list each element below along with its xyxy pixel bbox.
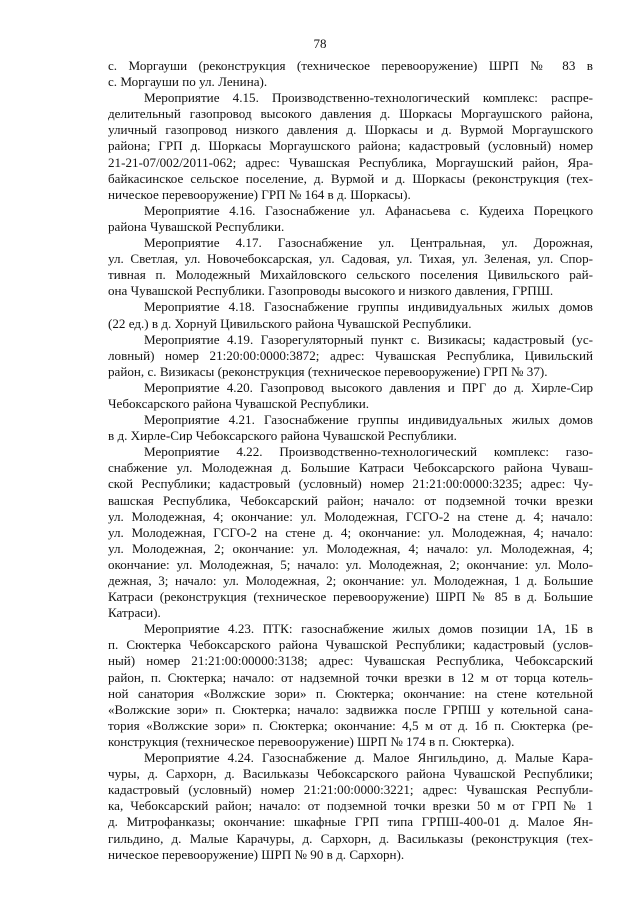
paragraph [108, 90, 593, 203]
text-line: Мероприятие 4.18. Газоснабжение группы индивидуальных жилых домов [144, 299, 593, 315]
paragraph [108, 58, 593, 90]
text-line: с. Моргауши по ул. Ленина). [108, 74, 268, 90]
text-line: д. Митрофанказы; окончание: шкафные ГРП типа ГРПШ-400-01 д. Малое Ян- [108, 814, 593, 830]
text-line: дежная, 3; начало: ул. Молодежная, 2; окончание: ул. Молодежная, 1 д. Большие [108, 573, 593, 588]
text-line: байкасинское сельское поселение, д. Вурмой и д. Шоркасы (реконструкция (тех- [108, 170, 593, 186]
text-line: Катраси). [108, 605, 161, 621]
text-line: Чебоксарского района Чувашской Республики. [108, 395, 370, 411]
text-line: Катраси (реконструкция (техническое перевооружение) ШРП № 85 в д. Большие [108, 589, 593, 605]
text-line: (22 ед.) в д. Хорнуй Цивильского района Чувашской Республики. [108, 315, 472, 331]
text-line: Мероприятие 4.19. Газорегуляторный пункт с. Визикасы; кадастровый (ус- [144, 331, 593, 347]
paragraph [108, 750, 593, 863]
paragraph [108, 444, 593, 621]
paragraph [108, 203, 593, 235]
text-line: Мероприятие 4.23. ПТК: газоснабжение жилых домов позиции 1А, 1Б в [144, 621, 593, 637]
text-line: окончание: ул. Молодежная, 5; начало: ул. Молодежная, 2; окончание: ул. Моло- [108, 556, 593, 572]
text-line: вашская Республика, Чебоксарский район; начало: от подземной точки врезки [108, 492, 593, 508]
text-line: ул. Молодежная, 2; окончание: ул. Молодежная, 4; начало: ул. Молодежная, 4; [108, 540, 593, 556]
page-number: 78 [313, 36, 327, 51]
text-line: ул. Молодежная, ГСГО-2 на стене д. 4; окончание: ул. Молодежная, 4; начало: [108, 524, 593, 540]
text-line: Мероприятие 4.15. Производственно-технологический комплекс: распре- [144, 90, 593, 106]
text-line: с. Моргауши (реконструкция (техническое перевооружение) ШРП № 83 в [108, 58, 593, 73]
text-line: ническое перевооружение) ГРП № 164 в д. Шоркасы). [108, 186, 411, 202]
text-line: района Чувашской Республики. [108, 218, 285, 234]
text-line: уличный газопровод низкого давления д. Шоркасы и д. Вурмой Моргаушского [108, 122, 593, 138]
paragraph [108, 621, 593, 750]
text-line: Мероприятие 4.16. Газоснабжение ул. Афанасьева с. Кудеиха Порецкого [144, 202, 593, 218]
text-line: Мероприятие 4.17. Газоснабжение ул. Центральная, ул. Дорожная, [144, 235, 593, 251]
text-line: кадастровый (условный) номер 21:21:00:0000:3221; адрес: Чувашская Республи- [108, 782, 593, 798]
text-line: конструкция (техническое перевооружение) ШРП № 174 в п. Сюктерка). [108, 733, 515, 749]
text-line: района; ГРП д. Шоркасы Моргаушского района; кадастровый (условный) номер [108, 138, 593, 154]
text-line: гильдино, д. Малые Карачуры, д. Сархорн, д. Васильказы (реконструкция (тех- [108, 830, 593, 846]
text-line: ной санатория «Волжские зори» п. Сюктерка; окончание: на стене котельной [108, 685, 593, 701]
text-line: район, п. Сюктерка; начало: от надземной точки врезки в 12 м от торца котель- [108, 669, 593, 685]
text-line: ул. Светлая, ул. Новочебоксарская, ул. Садовая, ул. Тихая, ул. Зеленая, ул. Спор- [108, 251, 593, 267]
text-line: Мероприятие 4.22. Производственно-технологический комплекс: газо- [144, 444, 593, 460]
text-line: тория «Волжские зори» п. Сюктерка; окончание: 4,5 м от д. 1б п. Сюктерка (ре- [108, 717, 593, 733]
text-line: чуры, д. Сархорн, д. Васильказы Чебоксарского района Чувашской Республики; [108, 766, 593, 782]
text-line: ный) номер 21:21:00:00000:3138; адрес: Чувашская Республика, Чебоксарский [108, 653, 593, 669]
document-body [108, 58, 593, 863]
text-line: ка, Чебоксарский район; начало: от подземной точки врезки 50 м от ГРП № 1 [108, 798, 593, 814]
text-line: п. Сюктерка Чебоксарского района Чувашской Республики; кадастровый (услов- [108, 637, 593, 653]
paragraph [108, 380, 593, 412]
text-line: ул. Молодежная, 4; окончание: ул. Молодежная, ГСГО-2 на стене д. 4; начало: [108, 508, 593, 524]
paragraph [108, 299, 593, 331]
text-line: она Чувашской Республики. Газопроводы высокого и низкого давления, ГРПШ. [108, 283, 554, 299]
text-line: ловный) номер 21:20:00:0000:3872; адрес: Чувашская Республика, Цивильский [108, 347, 593, 363]
paragraph [108, 235, 593, 299]
text-line: делительный газопровод высокого давления д. Шоркасы Моргаушского района, [108, 106, 593, 122]
text-line: район, с. Визикасы (реконструкция (техническое перевооружение) ГРП № 37). [108, 363, 548, 379]
text-line: Мероприятие 4.21. Газоснабжение группы индивидуальных жилых домов [144, 412, 593, 428]
text-line: ской Республики; кадастровый (условный) номер 21:21:00:0000:3235; адрес: Чу- [108, 476, 593, 492]
text-line: снабжение ул. Молодежная д. Большие Катраси Чебоксарского района Чуваш- [108, 460, 593, 476]
text-line: в д. Хирле-Сир Чебоксарского района Чувашской Республики. [108, 428, 457, 444]
text-line: Мероприятие 4.20. Газопровод высокого давления и ПРГ до д. Хирле-Сир [144, 379, 593, 395]
text-line: ническое перевооружение) ШРП № 90 в д. Сархорн). [108, 846, 405, 862]
text-line: «Волжские зори» п. Сюктерка; начало: задвижка после ГРПШ у котельной сана- [108, 701, 593, 717]
paragraph [108, 332, 593, 380]
text-line: 21-21-07/002/2011-062; адрес: Чувашская Республика, Моргаушский район, Яра- [108, 154, 593, 170]
text-line: тивная п. Молодежный Михайловского сельского поселения Цивильского рай- [108, 267, 593, 283]
text-line: Мероприятие 4.24. Газоснабжение д. Малое Янгильдино, д. Малые Кара- [144, 750, 593, 766]
paragraph [108, 412, 593, 444]
